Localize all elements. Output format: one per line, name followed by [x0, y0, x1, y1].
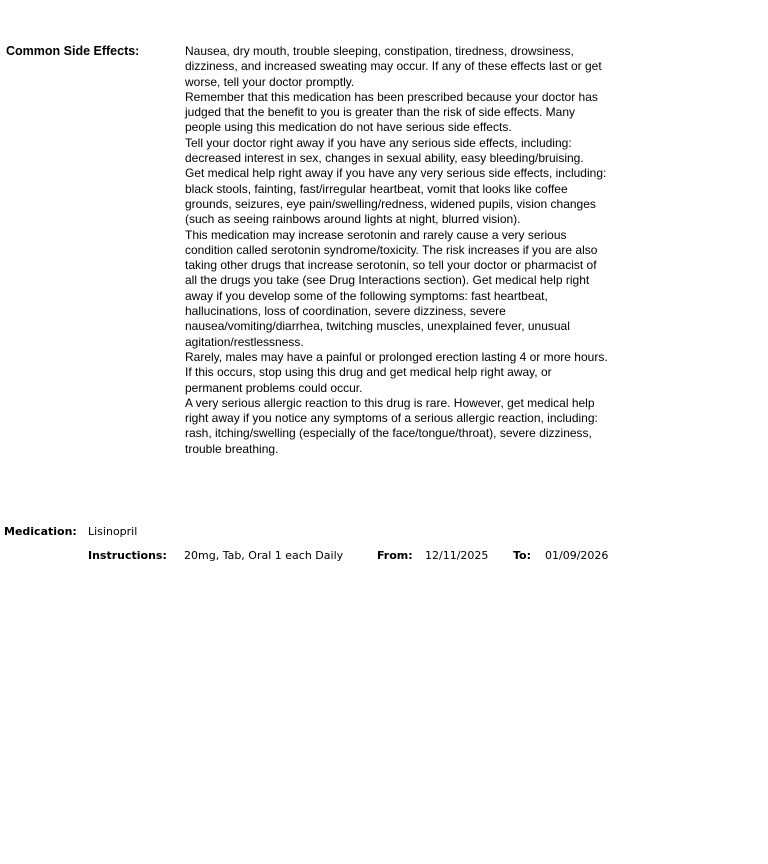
side-effects-paragraph: Remember that this medication has been prescribed because your doctor has judged that the benefit to you is greater than the risk of side effects. Many people using this medication do not have serious side effects.: [185, 89, 598, 135]
medication-label: Medication:: [4, 525, 77, 538]
side-effects-paragraph: Get medical help right away if you have any very serious side effects, including: black stools, fainting, fast/irregular heartbeat, vomit that looks like coffee grounds, seizures, eye pain/swelling/redness, widened pupils, vision changes (such as seeing rainbows around lights at night, blurred vision).: [185, 166, 607, 227]
side-effects-text: [185, 44, 609, 457]
instructions-value: 20mg, Tab, Oral 1 each Daily: [184, 549, 344, 562]
from-date: 12/11/2025: [425, 549, 489, 562]
to-label: To:: [513, 549, 531, 562]
instructions-label: Instructions:: [88, 549, 167, 562]
side-effects-paragraph: Nausea, dry mouth, trouble sleeping, constipation, tiredness, drowsiness, dizziness, and increased sweating may occur. If any of these effects last or get worse, tell your doctor promptly.: [185, 44, 602, 89]
medication-name: Lisinopril: [88, 525, 138, 538]
side-effects-paragraph: This medication may increase serotonin and rarely cause a very serious condition called serotonin syndrome/toxicity. The risk increases if you are also taking other drugs that increase serotonin, so tell your doctor or pharmacist of all the drugs you take (see Drug Interactions section). Get medical help right away if you develop some of the following symptoms: fast heartbeat, hallucinations, loss of coordination, severe dizziness, severe nausea/vomiting/diarrhea, twitching muscles, unexplained fever, unusual agitation/restlessness.: [185, 227, 598, 349]
side-effects-label: Common Side Effects:: [6, 44, 140, 58]
side-effects-paragraph: A very serious allergic reaction to this drug is rare. However, get medical help right away if you notice any symptoms of a serious allergic reaction, including: rash, itching/swelling (especially of the face/tongue/throat), severe dizziness, trouble breathing.: [185, 395, 598, 456]
side-effects-paragraph: Rarely, males may have a painful or prolonged erection lasting 4 or more hours. If this occurs, stop using this drug and get medical help right away, or permanent problems could occur.: [185, 349, 608, 395]
to-date: 01/09/2026: [545, 549, 609, 562]
from-label: From:: [377, 549, 413, 562]
side-effects-paragraph: Tell your doctor right away if you have any serious side effects, including: decreased interest in sex, changes in sexual ability, easy bleeding/bruising.: [185, 135, 584, 166]
